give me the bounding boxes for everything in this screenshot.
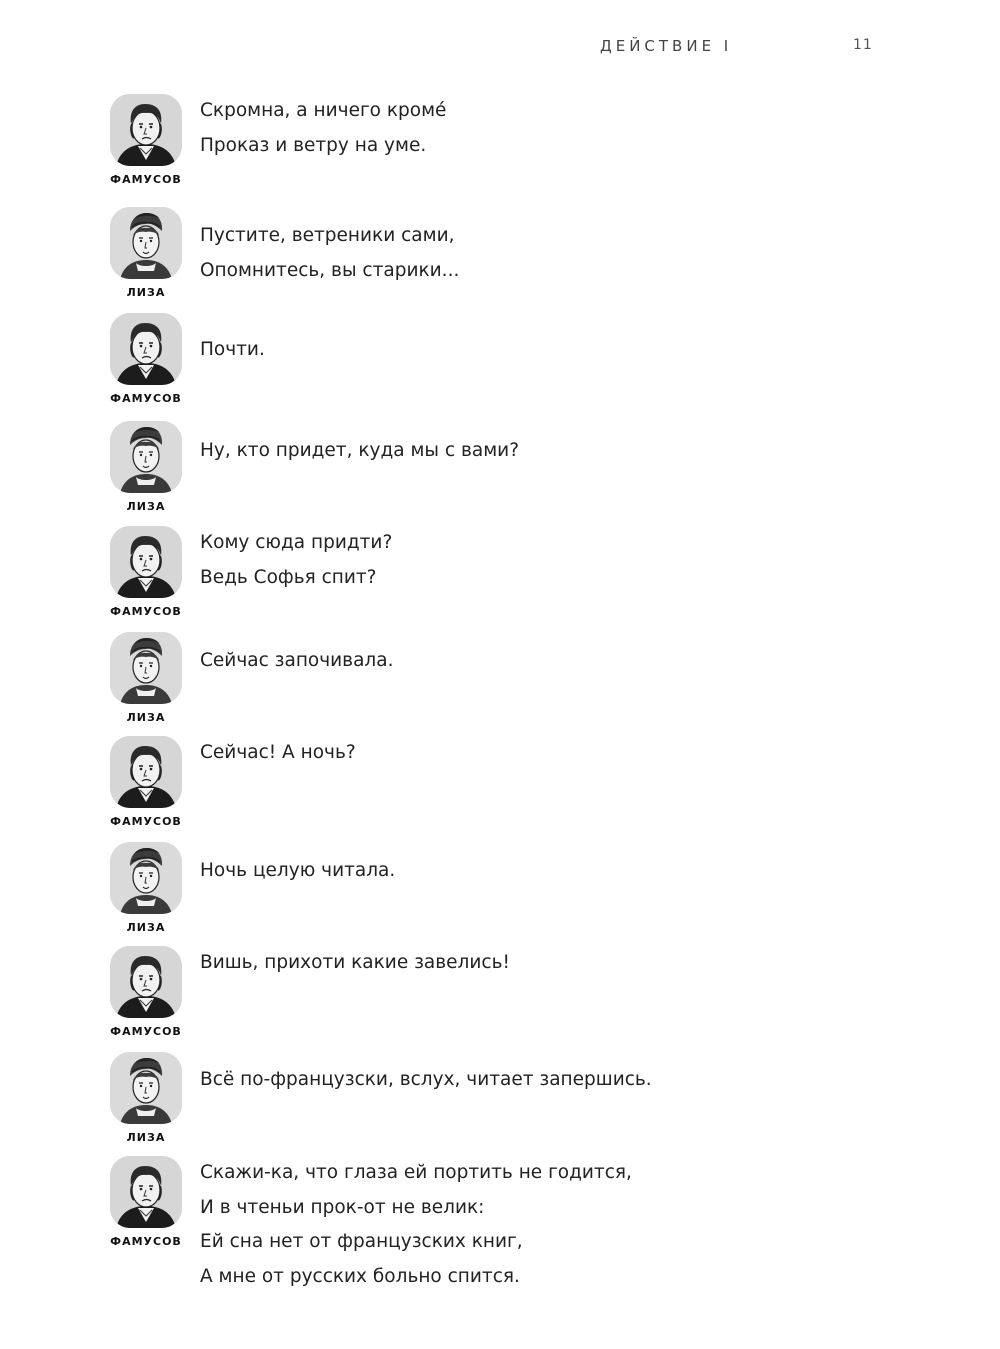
speaker-name: ФАМУСОВ	[110, 1025, 182, 1038]
verse-line: Ведь Софья спит?	[200, 566, 377, 588]
speaker-name: ЛИЗА	[126, 921, 166, 934]
verse-line: Пустите, ветреники сами,	[200, 225, 455, 246]
speech-lines	[200, 94, 446, 163]
famusov-portrait-icon	[110, 526, 182, 598]
liza-portrait-icon	[110, 842, 182, 914]
speaker-name: ЛИЗА	[126, 286, 166, 299]
famusov-portrait-icon	[110, 313, 182, 385]
speaker-name: ЛИЗА	[126, 711, 166, 724]
verse-line: Скажи-ка, что глаза ей портить не годится,	[200, 1162, 632, 1183]
speaker-name: ФАМУСОВ	[110, 815, 182, 828]
verse-line: Ночь целую читала.	[200, 860, 396, 881]
liza-portrait-icon	[110, 421, 182, 493]
liza-portrait-icon	[110, 207, 182, 279]
running-head: ДЕЙСТВИЕ I	[600, 37, 733, 55]
speaker-name: ЛИЗА	[126, 1131, 166, 1144]
verse-line: Всё по-французски, вслух, читает запершись.	[200, 1069, 652, 1090]
verse-line: И в чтеньи прок-от не велик:	[200, 1196, 485, 1218]
speaker-name: ЛИЗА	[126, 500, 166, 513]
famusov-portrait-icon	[110, 94, 182, 166]
speech-lines	[200, 1156, 632, 1294]
verse-line: Скромна, а ничего кроме́	[200, 100, 447, 121]
verse-line: Кому сюда придти?	[200, 532, 393, 553]
speech-lines	[200, 736, 356, 771]
verse-line: Проказ и ветру на уме.	[200, 134, 427, 156]
verse-line: Почти.	[200, 339, 265, 360]
famusov-portrait-icon	[110, 1156, 182, 1228]
speech-lines	[200, 219, 459, 288]
speech-lines	[200, 644, 393, 679]
verse-line: Сейчас започивала.	[200, 650, 394, 671]
famusov-portrait-icon	[110, 736, 182, 808]
speech-lines	[200, 854, 395, 889]
speech-lines	[200, 333, 265, 368]
speaker-name: ФАМУСОВ	[110, 173, 182, 186]
liza-portrait-icon	[110, 632, 182, 704]
speaker-name: ФАМУСОВ	[110, 1235, 182, 1248]
famusov-portrait-icon	[110, 946, 182, 1018]
liza-portrait-icon	[110, 1052, 182, 1124]
speaker-name: ФАМУСОВ	[110, 605, 182, 618]
page-number: 11	[853, 37, 873, 53]
speech-lines	[200, 1063, 652, 1098]
verse-line: Вишь, прихоти какие завелись!	[200, 952, 510, 973]
verse-line: Сейчас! А ночь?	[200, 742, 356, 763]
verse-line: Опомнитесь, вы старики...	[200, 259, 460, 281]
verse-line: Ей сна нет от французских книг,	[200, 1231, 523, 1252]
speaker-name: ФАМУСОВ	[110, 392, 182, 405]
verse-line: А мне от русских больно спится.	[200, 1265, 520, 1287]
speech-lines	[200, 526, 392, 595]
speech-lines	[200, 434, 519, 469]
speech-lines	[200, 946, 510, 981]
verse-line: Ну, кто придет, куда мы с вами?	[200, 440, 520, 461]
